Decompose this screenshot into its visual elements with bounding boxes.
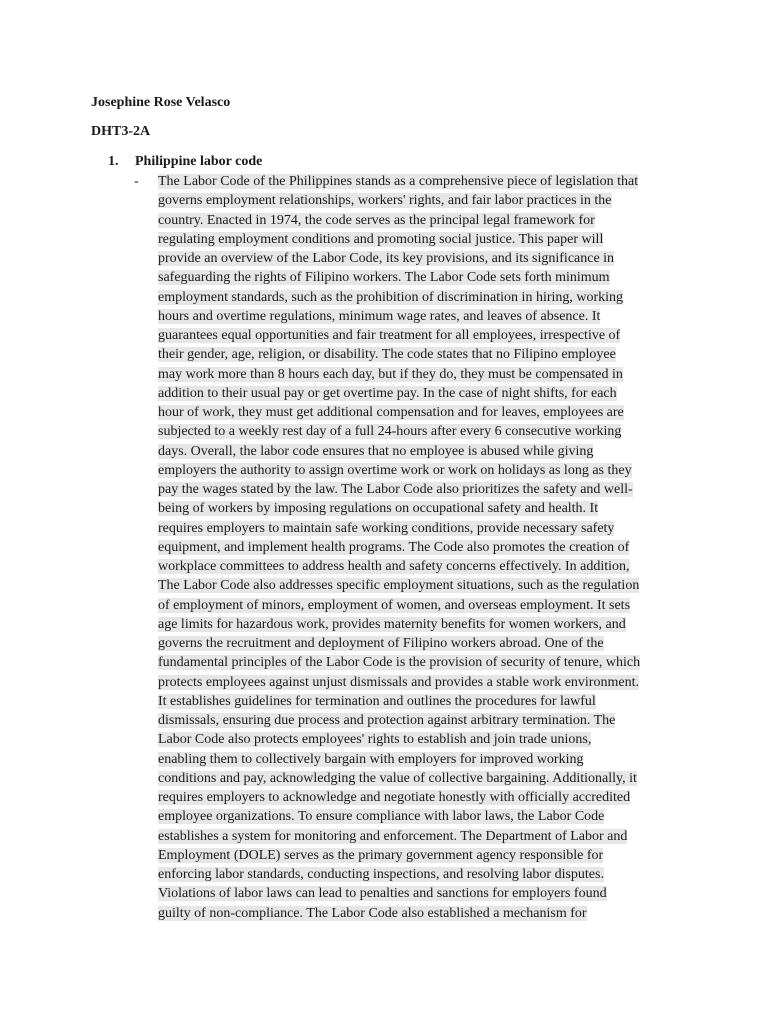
text-line <box>158 634 678 653</box>
text-line <box>158 807 678 826</box>
highlighted-text: guilty of non-compliance. The Labor Code also established a mechanism for <box>158 905 587 921</box>
text-line <box>158 750 678 769</box>
text-line <box>158 884 678 903</box>
highlighted-text: requires employers to acknowledge and negotiate honestly with officially accredited <box>158 790 631 805</box>
highlighted-text: pay the wages stated by the law. The Labor Code also prioritizes the safety and well- <box>158 482 633 497</box>
highlighted-text: Labor Code also protects employees' rights to establish and join trade unions, <box>158 732 592 748</box>
highlighted-text: Violations of labor laws can lead to penalties and sanctions for employers found <box>158 886 607 902</box>
highlighted-text: being of workers by imposing regulations on occupational safety and health. It <box>158 501 599 517</box>
heading-title: Philippine labor code <box>135 154 263 169</box>
text-line <box>158 827 678 846</box>
text-line <box>158 673 678 692</box>
highlighted-text: Employment (DOLE) serves as the primary government agency responsible for <box>158 847 604 863</box>
highlighted-text: guarantees equal opportunities and fair treatment for all employees, irrespective of <box>158 328 621 343</box>
highlighted-text: safeguarding the rights of Filipino workers. The Labor Code sets forth minimum <box>158 270 610 286</box>
text-line <box>158 788 678 807</box>
text-line <box>158 345 678 364</box>
text-line <box>158 230 678 249</box>
highlighted-text: enabling them to collectively bargain with employers for improved working <box>158 751 584 767</box>
text-line <box>158 422 678 441</box>
highlighted-text: provide an overview of the Labor Code, its key provisions, and its significance in <box>158 251 615 266</box>
text-line <box>158 846 678 865</box>
highlighted-text: regulating employment conditions and promoting social justice. This paper will <box>158 231 604 247</box>
text-line <box>158 480 678 499</box>
text-line <box>158 326 678 345</box>
list-number: 1. <box>108 154 119 169</box>
highlighted-text: requires employers to maintain safe working conditions, provide necessary safety <box>158 520 615 536</box>
text-line <box>158 403 678 422</box>
highlighted-text: employment standards, such as the prohibition of discrimination in hiring, working <box>158 289 624 305</box>
text-line <box>158 730 678 749</box>
text-line <box>158 865 678 884</box>
text-line <box>158 288 678 307</box>
highlighted-text: equipment, and implement health programs. The Code also promotes the creation of <box>158 539 630 555</box>
highlighted-text: fundamental principles of the Labor Code is the provision of security of tenure, which <box>158 655 641 671</box>
highlighted-text: addition to their usual pay or get overtime pay. In the case of night shifts, for each <box>158 385 617 401</box>
text-line <box>158 538 678 557</box>
bullet-dash: - <box>134 174 139 189</box>
body-paragraph <box>158 172 678 923</box>
text-line <box>158 307 678 326</box>
highlighted-text: establishes a system for monitoring and enforcement. The Department of Labor and <box>158 828 628 844</box>
text-line <box>158 653 678 672</box>
highlighted-text: workplace committees to address health and safety concerns effectively. In addition, <box>158 559 630 574</box>
highlighted-text: age limits for hazardous work, provides maternity benefits for women workers, and <box>158 616 626 632</box>
list-heading <box>108 152 262 171</box>
text-line <box>158 499 678 518</box>
highlighted-text: The Labor Code of the Philippines stands as a comprehensive piece of legislation that <box>158 174 639 189</box>
text-line <box>158 442 678 461</box>
highlighted-text: protects employees against unjust dismissals and provides a stable work environment. <box>158 674 639 690</box>
highlighted-text: dismissals, ensuring due process and protection against arbitrary termination. The <box>158 713 616 728</box>
text-line <box>158 172 678 191</box>
highlighted-text: It establishes guidelines for termination and outlines the procedures for lawful <box>158 693 596 709</box>
highlighted-text: The Labor Code also addresses specific employment situations, such as the regulation <box>158 578 640 594</box>
author-name: Josephine Rose Velasco <box>91 95 231 110</box>
text-line <box>158 904 678 923</box>
text-line <box>158 692 678 711</box>
highlighted-text: governs employment relationships, workers' rights, and fair labor practices in the <box>158 193 612 209</box>
highlighted-text: days. Overall, the labor code ensures that no employee is abused while giving <box>158 443 594 459</box>
highlighted-text: may work more than 8 hours each day, but if they do, they must be compensated in <box>158 366 623 382</box>
text-line <box>158 711 678 730</box>
highlighted-text: conditions and pay, acknowledging the value of collective bargaining. Additionally, it <box>158 770 637 786</box>
highlighted-text: hour of work, they must get additional compensation and for leaves, employees are <box>158 405 624 420</box>
text-line <box>158 384 678 403</box>
text-line <box>158 268 678 287</box>
highlighted-text: subjected to a weekly rest day of a full 24-hours after every 6 consecutive working <box>158 424 622 440</box>
highlighted-text: employers the authority to assign overtime work or work on holidays as long as they <box>158 462 632 478</box>
text-line <box>158 576 678 595</box>
text-line <box>158 615 678 634</box>
text-line <box>158 191 678 210</box>
highlighted-text: of employment of minors, employment of women, and overseas employment. It sets <box>158 597 631 613</box>
highlighted-text: hours and overtime regulations, minimum wage rates, and leaves of absence. It <box>158 308 601 324</box>
section-code: DHT3-2A <box>91 124 151 139</box>
text-line <box>158 365 678 384</box>
highlighted-text: country. Enacted in 1974, the code serves as the principal legal framework for <box>158 212 595 228</box>
text-line <box>158 519 678 538</box>
text-line <box>158 249 678 268</box>
highlighted-text: their gender, age, religion, or disability. The code states that no Filipino employee <box>158 347 616 363</box>
highlighted-text: governs the recruitment and deployment of Filipino workers abroad. One of the <box>158 636 604 651</box>
highlighted-text: employee organizations. To ensure compliance with labor laws, the Labor Code <box>158 809 605 825</box>
text-line <box>158 461 678 480</box>
text-line <box>158 596 678 615</box>
text-line <box>158 769 678 788</box>
highlighted-text: enforcing labor standards, conducting inspections, and resolving labor disputes. <box>158 867 604 882</box>
text-line <box>158 211 678 230</box>
text-line <box>158 557 678 576</box>
